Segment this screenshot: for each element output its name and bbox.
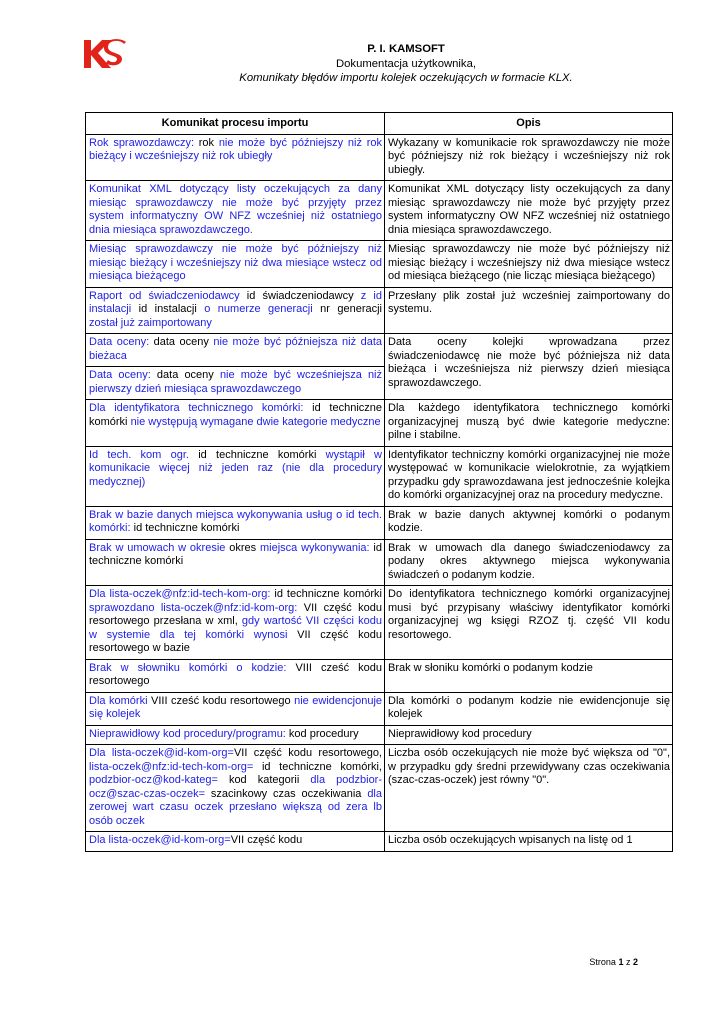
message-cell xyxy=(86,446,385,506)
message-text: miejsca wykonywania: xyxy=(259,541,370,554)
message-cell xyxy=(86,832,385,852)
description-cell: Data oceny kolejki wprowadzana przez świadczeniodawcę nie może być późniejsza niż data bieżąca i wcześniejsza niż pierwszy dzień miesiąca sprawozdawczego. xyxy=(385,334,673,400)
message-cell xyxy=(86,367,385,400)
table-row xyxy=(86,506,673,539)
document-header xyxy=(140,42,672,86)
message-text: lista-oczek@nfz:id-tech-kom-org= xyxy=(89,760,254,773)
page-number: 1 xyxy=(618,957,624,967)
parameter-text: kod kategorii xyxy=(217,774,311,786)
parameter-text: id techniczne komórki xyxy=(188,448,326,461)
table-row xyxy=(86,692,673,725)
description-cell: Identyfikator techniczny komórki organizacyjnej nie może występować w komunikacie wielokrotnie, za wyjątkiem przypadku gdy sprawozdawana jest jednocześnie kolejka do komórki organizacyjnej oraz na procedury medyczne. xyxy=(385,446,673,506)
message-cell xyxy=(86,539,385,586)
message-text: nie ewidencjonuje się kolejek xyxy=(89,694,382,720)
parameter-text: VII część kodu resortowego przesłana w xml, xyxy=(89,601,382,627)
message-text: Komunikat XML dotyczący listy oczekujących za dany miesiąc sprawozdawczy nie może być przyjęty przez system informatyczny OW NFZ wcześniej niż ostatniego dnia miesiąca sprawozdawczego. xyxy=(89,183,382,236)
table-row xyxy=(86,586,673,660)
description-cell: Dla każdego identyfikatora technicznego komórki organizacyjnej muszą być dwie kategorie medyczne: pilne i stabilne. xyxy=(385,400,673,447)
message-text: Miesiąc sprawozdawczy nie może być późniejszy niż miesiąc bieżący i wcześniejszy niż dwa miesiące wstecz od miesiąca bieżącego xyxy=(89,243,382,282)
message-cell xyxy=(86,241,385,288)
message-text: Data oceny: xyxy=(89,369,151,381)
message-text: Data oceny: xyxy=(89,336,150,348)
company-name: P. I. KAMSOFT xyxy=(367,43,445,55)
message-text: Brak w umowach w okresie xyxy=(89,541,226,554)
message-text: Nieprawidłowy kod procedury/programu: xyxy=(89,727,286,740)
table-body xyxy=(86,134,673,851)
parameter-text: data oceny xyxy=(150,369,220,381)
parameter-text: id techniczne komórki xyxy=(89,402,382,428)
message-text: Dla komórki xyxy=(89,694,148,707)
description-cell: Do identyfikatora technicznego komórki organizacyjnej musi być przypisany właściwy identyfikator komórki organizacyjnej wg księgi RZOZ tj. część VII kodu resortowego. xyxy=(385,586,673,660)
table-row xyxy=(86,334,673,367)
message-cell xyxy=(86,659,385,692)
description-cell: Komunikat XML dotyczący listy oczekujących za dany miesiąc sprawozdawczy nie może być przyjęty przez system informatyczny OW NFZ wcześniej niż ostatniego dnia miesiąca sprawozdawczego. xyxy=(385,181,673,241)
description-cell: Liczba osób oczekujących nie może być większa od "0", w przypadku gdy średni przewidywany czas oczekiwania (szac-czas-oczek) jest równy "0". xyxy=(385,745,673,832)
message-text: został już zaimportowany xyxy=(89,316,212,329)
page-footer xyxy=(589,957,638,967)
message-cell xyxy=(86,334,385,367)
parameter-text: id instalacji xyxy=(131,303,205,315)
table-row xyxy=(86,446,673,506)
parameter-text: VII część kodu xyxy=(230,834,303,846)
table-row xyxy=(86,832,673,852)
message-text: wystąpił w komunikacie więcej niż jeden raz (nie dla procedury medycznej) xyxy=(89,448,383,488)
message-text: podzbior-ocz@kod-kateg= xyxy=(89,774,218,786)
table-row xyxy=(86,725,673,745)
message-text: Rok sprawozdawczy: xyxy=(89,136,195,149)
parameter-text: id techniczne komórki xyxy=(89,541,382,567)
parameter-text: szacinkowy czas oczekiwania xyxy=(205,787,368,800)
message-text: Brak w słowniku komórki o kodzie: xyxy=(89,661,287,674)
table-row xyxy=(86,745,673,832)
parameter-text: rok xyxy=(194,136,219,149)
message-text: Id tech. kom ogr. xyxy=(89,448,189,461)
description-cell: Miesiąc sprawozdawczy nie może być późniejszy niż miesiąc bieżący i wcześniejszy niż dwa miesiące wstecz od miesiąca bieżącego (nie licząc miesiąca bieżącego) xyxy=(385,241,673,288)
message-text: o numerze generacji xyxy=(204,303,313,315)
message-cell xyxy=(86,400,385,447)
message-text: gdy wartość VII części kodu w systemie dla tej komórki wynosi xyxy=(89,615,382,641)
page-label: Strona xyxy=(589,957,616,967)
description-cell: Wykazany w komunikacie rok sprawozdawczy nie może być późniejszy niż rok bieżący i wcześniejszy niż rok ubiegły. xyxy=(385,134,673,181)
description-cell: Liczba osób oczekujących wpisanych na listę od 1 xyxy=(385,832,673,852)
table-row xyxy=(86,287,673,334)
message-text: sprawozdano lista-oczek@nfz:id-kom-org: xyxy=(89,601,298,614)
message-text: nie może być późniejszy niż rok bieżący i wcześniejszy niż rok ubiegły xyxy=(89,136,382,162)
column-header-description: Opis xyxy=(385,113,673,135)
description-cell: Brak w słoniku komórki o podanym kodzie xyxy=(385,659,673,692)
parameter-text: id techniczne komórki, xyxy=(253,760,382,773)
message-text: dla zerowej wart czasu oczek przesłano większą od zera lb osób oczek xyxy=(89,787,382,827)
message-text: Dla lista-oczek@id-kom-org= xyxy=(89,747,234,759)
parameter-text: VIII cześć kodu resortowego xyxy=(89,661,382,687)
description-cell: Przesłany plik został już wcześniej zaimportowany do systemu. xyxy=(385,287,673,334)
message-text: Raport od świadczeniodawcy xyxy=(89,289,240,302)
message-cell xyxy=(86,134,385,181)
parameter-text: okres xyxy=(225,541,260,554)
doc-title: Komunikaty błędów importu kolejek oczekujących w formacie KLX. xyxy=(239,72,573,84)
message-cell xyxy=(86,725,385,745)
message-text: dla podzbior-ocz@szac-czas-oczek= xyxy=(89,774,383,800)
message-text: Brak w bazie danych miejsca wykonywania usług o id tech. komórki: xyxy=(89,508,382,534)
parameter-text: id techniczne komórki xyxy=(270,588,382,600)
parameter-text: VII część kodu resortowego w bazie xyxy=(89,628,382,654)
description-cell: Brak w umowach dla danego świadczeniodawcy za podany okres aktywnego miejsca wykonywania świadczeń o podanym kodzie. xyxy=(385,539,673,586)
message-cell xyxy=(86,181,385,241)
message-cell xyxy=(86,506,385,539)
message-cell xyxy=(86,745,385,832)
message-cell xyxy=(86,287,385,334)
table-row xyxy=(86,659,673,692)
table-row xyxy=(86,400,673,447)
page-of: z xyxy=(625,957,631,967)
message-cell xyxy=(86,586,385,660)
parameter-text: VIII cześć kodu resortowego xyxy=(147,694,295,707)
parameter-text: data oceny xyxy=(149,336,214,348)
parameter-text: kod procedury xyxy=(285,727,359,740)
table-header-row xyxy=(86,113,673,135)
parameter-text: id techniczne komórki xyxy=(130,522,240,534)
page-total: 2 xyxy=(632,957,638,967)
description-cell: Dla komórki o podanym kodzie nie ewidencjonuje się kolejek xyxy=(385,692,673,725)
parameter-text: id świadczeniodawcy xyxy=(239,289,361,302)
error-messages-table xyxy=(85,112,673,852)
message-text: nie może być późniejsza niż data bieżaca xyxy=(89,336,382,362)
description-cell: Nieprawidłowy kod procedury xyxy=(385,725,673,745)
description-cell: Brak w bazie danych aktywnej komórki o podanym kodzie. xyxy=(385,506,673,539)
message-text: Dla lista-oczek@id-kom-org= xyxy=(89,834,231,846)
column-header-message: Komunikat procesu importu xyxy=(86,113,385,135)
doc-subtitle: Dokumentacja użytkownika, xyxy=(335,57,477,70)
message-text: Dla identyfikatora technicznego komórki: xyxy=(89,402,304,414)
message-text: z id instalacji xyxy=(89,289,382,315)
table-row xyxy=(86,539,673,586)
kamsoft-logo xyxy=(80,36,130,72)
parameter-text: nr generacji xyxy=(312,303,382,315)
message-text: Dla lista-oczek@nfz:id-tech-kom-org: xyxy=(89,588,271,600)
message-cell xyxy=(86,692,385,725)
table-row xyxy=(86,181,673,241)
message-text: nie występują wymagane dwie kategorie medyczne xyxy=(130,415,381,428)
message-text: nie może być wcześniejsza niż pierwszy dzień miesiąca sprawozdawczego xyxy=(89,369,383,395)
table-row xyxy=(86,134,673,181)
parameter-text: VII część kodu resortowego, xyxy=(233,747,382,759)
table-row xyxy=(86,241,673,288)
